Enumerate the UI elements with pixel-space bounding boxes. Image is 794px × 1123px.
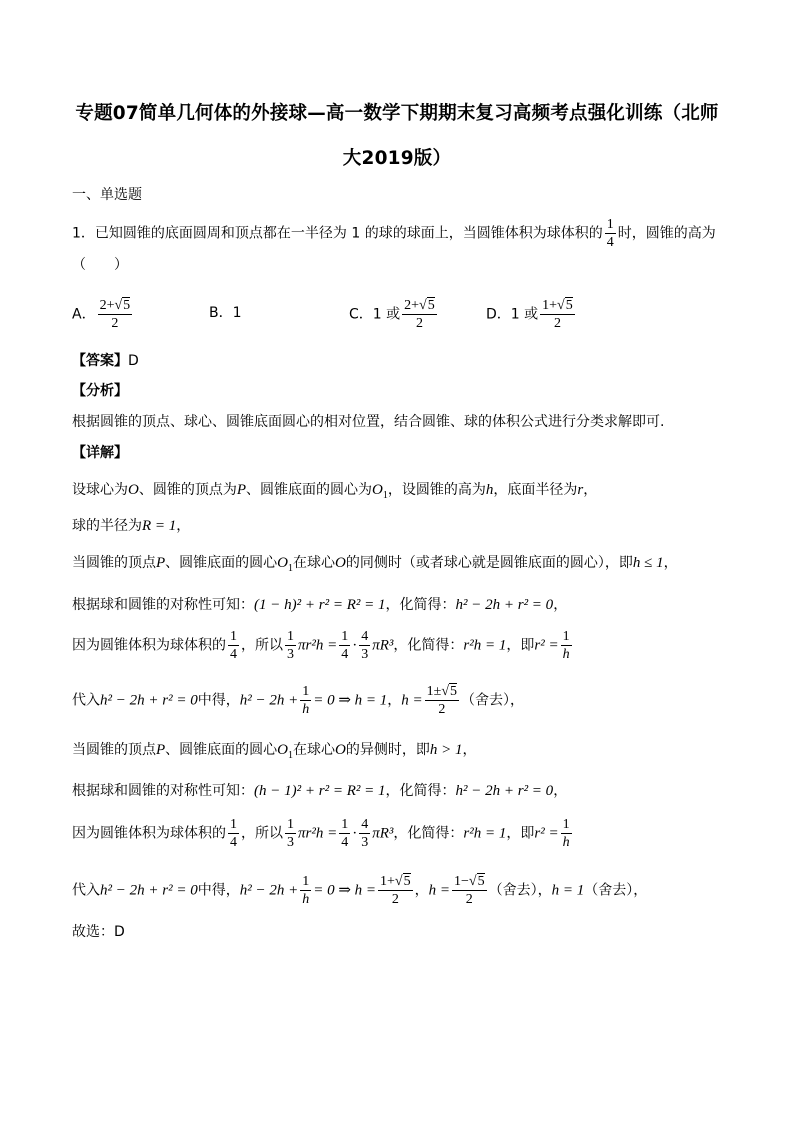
option-c-fraction bbox=[402, 297, 437, 332]
math-cond: h ≤ 1 bbox=[632, 555, 664, 571]
math-sub: 1 bbox=[288, 562, 294, 574]
math: πr²h = bbox=[298, 825, 338, 842]
sqrt-radicand: 5 bbox=[403, 874, 411, 889]
math-eq2: h² − 2h + r² = 0 bbox=[455, 783, 554, 799]
math: = 0 ⇒ h = bbox=[313, 882, 377, 899]
math-P: P bbox=[236, 482, 247, 498]
text: ，所以 bbox=[241, 637, 283, 654]
text: ， bbox=[414, 882, 429, 899]
math-eq: h² − 2h + r² = 0 bbox=[100, 692, 198, 709]
frac-num: 1 bbox=[606, 217, 614, 232]
math: πR³ bbox=[372, 825, 394, 842]
text: （舍去）， bbox=[488, 882, 552, 899]
frac-num: 1 bbox=[287, 817, 294, 832]
stem-text-b: 时，圆锥的高为 bbox=[617, 225, 716, 242]
math: h = bbox=[401, 692, 423, 709]
analysis-text: 根据圆锥的顶点、球心、圆锥底面圆心的相对位置，结合圆锥、球的体积公式进行分类求解即可. bbox=[72, 414, 665, 430]
fraction bbox=[452, 873, 487, 908]
text: ， bbox=[663, 555, 678, 571]
text: 、圆锥的顶点为 bbox=[138, 482, 237, 498]
math: = 0 ⇒ h = 1 bbox=[313, 692, 388, 709]
text: 、圆锥底面的圆心为 bbox=[246, 482, 373, 498]
text: ，底面半径为 bbox=[493, 482, 578, 498]
detail-line-2 bbox=[72, 516, 190, 536]
math-h: h bbox=[485, 482, 494, 498]
math: h = 1 bbox=[551, 882, 585, 899]
math-eq: (h − 1)² + r² = R² = 1 bbox=[254, 783, 386, 799]
frac-num: 4 bbox=[361, 817, 369, 832]
frac-den: 3 bbox=[287, 647, 294, 662]
fraction bbox=[228, 816, 239, 851]
sqrt-radicand: 5 bbox=[123, 298, 131, 313]
text: ， bbox=[462, 742, 477, 758]
text: 的同侧时（或者球心就是圆锥底面的圆心），即 bbox=[345, 555, 633, 571]
sqrt-radicand: 5 bbox=[477, 874, 485, 889]
fraction bbox=[425, 683, 459, 718]
math-eq: (1 − h)² + r² = R² = 1 bbox=[254, 597, 386, 613]
text: 当圆锥的顶点 bbox=[72, 742, 156, 758]
frac-num-a: 2+ bbox=[404, 298, 420, 313]
text: 的异侧时，即 bbox=[345, 742, 430, 758]
fraction bbox=[561, 628, 572, 663]
math-O1: O bbox=[277, 742, 289, 758]
frac-num: 1−√5 bbox=[453, 874, 485, 889]
option-a-fraction bbox=[98, 297, 133, 332]
detail-line-10 bbox=[72, 873, 647, 908]
section-heading: 一、单选题 bbox=[72, 187, 142, 203]
frac-num: 1 bbox=[562, 629, 570, 644]
question-paren: （ ） bbox=[72, 257, 128, 273]
math-cond: h > 1 bbox=[429, 742, 463, 758]
option-d-fraction bbox=[540, 297, 575, 332]
text: ，化简得： bbox=[393, 637, 464, 654]
sqrt-radicand: 5 bbox=[427, 298, 435, 313]
detail-line-5 bbox=[72, 628, 574, 663]
text: ，化简得： bbox=[393, 825, 464, 842]
text: 设球心为 bbox=[72, 482, 128, 498]
fraction bbox=[359, 628, 370, 663]
detail-line-1 bbox=[72, 480, 597, 506]
frac-num-a: 1+ bbox=[542, 298, 558, 313]
math-dot: · bbox=[352, 825, 358, 842]
text: （舍去）， bbox=[461, 692, 525, 709]
sqrt-radicand: 5 bbox=[565, 298, 573, 313]
answer-tag: 【答案】 bbox=[72, 353, 128, 369]
frac-den: h bbox=[562, 647, 570, 662]
math-r: r bbox=[577, 482, 584, 498]
frac-den: 3 bbox=[361, 647, 369, 662]
frac-den: 2 bbox=[465, 892, 473, 907]
math-eq2: h² − 2h + r² = 0 bbox=[455, 597, 554, 613]
math-sub: 1 bbox=[288, 749, 294, 761]
math-O1: O bbox=[277, 555, 289, 571]
text: ， bbox=[176, 518, 191, 534]
detail-line-3 bbox=[72, 553, 678, 579]
frac-num-a: 1+ bbox=[380, 874, 395, 889]
math: h² − 2h + bbox=[239, 692, 299, 709]
fraction bbox=[359, 816, 370, 851]
frac-num: 2+√5 bbox=[404, 298, 435, 313]
doc-title-line1: 专题07简单几何体的外接球—高一数学下期期末复习高频考点强化训练（北师 bbox=[75, 103, 719, 124]
frac-num: 1 bbox=[230, 629, 237, 644]
sqrt-radicand: 5 bbox=[450, 684, 458, 699]
frac-den: h bbox=[302, 892, 310, 907]
fraction bbox=[561, 816, 572, 851]
math-eq: r²h = 1 bbox=[463, 637, 507, 654]
frac-den: 4 bbox=[606, 235, 614, 250]
math-eq: r²h = 1 bbox=[463, 825, 507, 842]
question-stem bbox=[72, 216, 716, 251]
text: ， bbox=[583, 482, 598, 498]
text: ，即 bbox=[506, 825, 535, 842]
math-P: P bbox=[156, 742, 166, 758]
frac-num: 1 bbox=[341, 817, 349, 832]
text: 、圆锥底面的圆心 bbox=[165, 742, 278, 758]
frac-num: 4 bbox=[361, 629, 369, 644]
math: r² = bbox=[534, 637, 559, 654]
math: πr²h = bbox=[298, 637, 338, 654]
text: ， bbox=[553, 597, 568, 613]
fraction bbox=[339, 628, 350, 663]
frac-den: 3 bbox=[287, 835, 294, 850]
option-a bbox=[72, 297, 134, 332]
frac-den: 2 bbox=[391, 892, 399, 907]
stem-fraction bbox=[605, 216, 616, 251]
math-sub: 1 bbox=[382, 489, 388, 501]
math: h² − 2h + bbox=[239, 882, 299, 899]
frac-den: 4 bbox=[230, 835, 237, 850]
text: ，所以 bbox=[241, 825, 283, 842]
text: 在球心 bbox=[293, 555, 336, 571]
fraction bbox=[285, 816, 296, 851]
frac-num: 1 bbox=[287, 629, 294, 644]
option-c bbox=[349, 297, 439, 332]
detail-line-8 bbox=[72, 781, 567, 801]
fraction bbox=[228, 628, 239, 663]
option-a-label: A． bbox=[72, 306, 96, 323]
frac-den: 4 bbox=[230, 647, 237, 662]
analysis-tag: 【分析】 bbox=[72, 383, 128, 399]
math-eq: h² − 2h + r² = 0 bbox=[100, 882, 198, 899]
option-d bbox=[486, 297, 577, 332]
answer-line bbox=[72, 351, 139, 371]
math-O: O bbox=[335, 555, 346, 571]
frac-den: 2 bbox=[415, 316, 423, 331]
text: ， bbox=[387, 692, 402, 709]
frac-den: 4 bbox=[341, 835, 349, 850]
frac-den: h bbox=[302, 702, 310, 717]
math-dot: · bbox=[352, 637, 358, 654]
detail-line-7 bbox=[72, 740, 476, 766]
math-O: O bbox=[335, 742, 346, 758]
fraction bbox=[300, 873, 311, 908]
detail-line-4 bbox=[72, 595, 567, 615]
option-c-label: C．1 或 bbox=[349, 306, 401, 323]
frac-num: 2+√5 bbox=[99, 298, 131, 313]
frac-num: 1+√5 bbox=[380, 874, 411, 889]
detail-line-9 bbox=[72, 816, 574, 851]
text: ，即 bbox=[506, 637, 535, 654]
frac-num-a: 1− bbox=[453, 874, 469, 889]
frac-num: 1 bbox=[562, 817, 570, 832]
frac-num: 1+√5 bbox=[542, 298, 573, 313]
frac-num-a: 2+ bbox=[99, 298, 115, 313]
fraction bbox=[339, 816, 350, 851]
frac-den: 3 bbox=[361, 835, 369, 850]
stem-text-a: 1．已知圆锥的底面圆周和顶点都在一半径为 1 的球的球面上，当圆锥体积为球体积的 bbox=[72, 225, 603, 242]
text: 球的半径为 bbox=[72, 518, 142, 534]
detail-tag: 【详解】 bbox=[72, 445, 128, 461]
text: 因为圆锥体积为球体积的 bbox=[72, 637, 226, 654]
frac-num: 1±√5 bbox=[426, 684, 458, 699]
doc-title-line2: 大2019版） bbox=[342, 148, 452, 169]
text: 根据球和圆锥的对称性可知： bbox=[72, 783, 254, 799]
text: 在球心 bbox=[293, 742, 336, 758]
fraction bbox=[378, 873, 413, 908]
text: ， bbox=[553, 783, 568, 799]
math-O1: O bbox=[372, 482, 383, 498]
math-P: P bbox=[156, 555, 166, 571]
text: ，化简得： bbox=[385, 597, 456, 613]
text: （舍去）， bbox=[584, 882, 648, 899]
fraction bbox=[300, 683, 311, 718]
frac-den: 2 bbox=[553, 316, 561, 331]
text: 中得， bbox=[197, 692, 240, 709]
text: 因为圆锥体积为球体积的 bbox=[72, 825, 226, 842]
frac-den: h bbox=[562, 835, 570, 850]
fraction bbox=[285, 628, 296, 663]
text: ，化简得： bbox=[385, 783, 456, 799]
math: πR³ bbox=[372, 637, 394, 654]
frac-num: 1 bbox=[302, 874, 310, 889]
answer-value: D bbox=[128, 353, 139, 369]
frac-num: 1 bbox=[302, 684, 310, 699]
frac-den: 2 bbox=[111, 316, 119, 331]
detail-line-6 bbox=[72, 683, 524, 718]
text: 中得， bbox=[197, 882, 240, 899]
text: 当圆锥的顶点 bbox=[72, 555, 156, 571]
math: r² = bbox=[534, 825, 559, 842]
text: 代入 bbox=[72, 882, 100, 899]
math-R: R = 1 bbox=[142, 518, 177, 534]
math-O: O bbox=[128, 482, 139, 498]
frac-den: 4 bbox=[341, 647, 349, 662]
frac-num: 1 bbox=[230, 817, 237, 832]
frac-den: 2 bbox=[438, 702, 446, 717]
text: ，设圆锥的高为 bbox=[387, 482, 486, 498]
frac-num-a: 1± bbox=[426, 684, 442, 699]
frac-num: 1 bbox=[341, 629, 349, 644]
text: 代入 bbox=[72, 692, 100, 709]
text: 根据球和圆锥的对称性可知： bbox=[72, 597, 254, 613]
option-d-label: D．1 或 bbox=[486, 306, 539, 323]
conclusion: 故选：D bbox=[72, 924, 125, 940]
text: 、圆锥底面的圆心 bbox=[165, 555, 278, 571]
option-b: B．1 bbox=[209, 305, 242, 321]
math: h = bbox=[428, 882, 450, 899]
